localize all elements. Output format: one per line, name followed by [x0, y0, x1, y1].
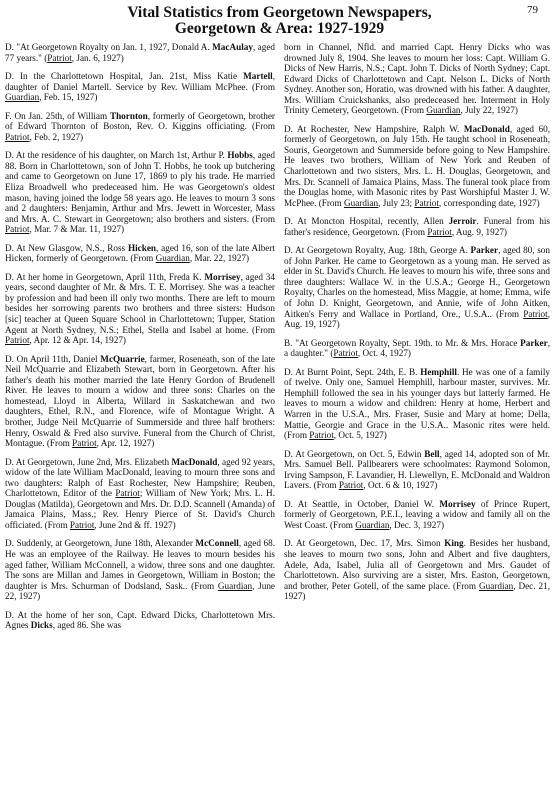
record-entry: [284, 124, 550, 208]
newspaper-title: Patriot: [69, 519, 95, 530]
surname: King: [444, 538, 464, 549]
surname: Martell: [243, 71, 273, 82]
newspaper-title: Patriot: [5, 131, 30, 142]
right-column: [284, 42, 550, 610]
newspaper-title: Patriot: [309, 430, 334, 441]
entry-text: D. At Georgetown, June 2nd, Mrs. Elizabeth: [5, 456, 172, 467]
surname: Hobbs: [227, 150, 253, 161]
entry-text: D. At Georgetown Royalty, Aug. 18th, George A.: [284, 245, 471, 256]
record-entry: [284, 216, 550, 237]
newspaper-title: Guardian: [217, 580, 253, 591]
newspaper-title: Patriot: [427, 226, 452, 237]
entry-text: born in Channel, Nfld. and married Capt. Henry Dicks who was drowned July 8, 1904. She leaves to mourn her loss: Capt. William G. Dicks of New Harris, N.S.; Capt. John T. Dicks of North Sydney; Capt. Edward Dicks of Charlottetown and Capt. Nelson L. Dicks of North Sydney. Another son, Horatio, was drowned with his father. A daughter, Mrs. William Cruickshanks, also predeceased her. Interment in Holy Trinity Cemetery, Georgetown. (From: [284, 42, 550, 116]
entry-text: , a daughter." (: [284, 337, 550, 359]
record-entry: [5, 610, 275, 631]
record-entry: [5, 243, 275, 264]
page-title-line-1: Vital Statistics from Georgetown Newspapers,: [127, 4, 432, 21]
record-entry: [5, 111, 275, 143]
record-entry: [284, 449, 550, 491]
entry-text: , July 23;: [378, 197, 415, 208]
record-entry: [284, 42, 550, 116]
newspaper-title: Patriot: [338, 480, 364, 491]
entry-text: D. At her home in Georgetown, April 11th, Freda K.: [5, 271, 205, 282]
record-entry: [284, 245, 550, 329]
surname: Hemphill: [420, 366, 457, 377]
surname: McQuarrie: [100, 353, 145, 364]
entry-text: , aged 34 years, second daughter of Mr. & Mrs. T. E. Morrisey. She was a teacher by profession and had been ill only two months. There are left to mourn besides her sorrowing parents two brothers and three sisters: Hudson [sic] teacher at Queen Square School in Charlottetown; Tupper, Station Agent at North Sydney, N.S.; Ethel, Stella and Isabel at home. (From: [5, 271, 275, 335]
entry-text: , formerly of Georgetown, brother of Edward Thornton of Boston, Rev. O. Kiggins officiating. (From: [5, 110, 275, 132]
surname: Bell: [424, 448, 440, 459]
surname: Parker: [520, 337, 548, 348]
entry-text: . He was one of a family of twelve. Only one, Samuel Hemphill, harbour master, survives. Mr. Hemphill followed the sea in his younger days but latterly farmed. He leaves to mourn a widow and children: Henry at home, Herbert and Warren in the U.S.A., Mrs. Fraser, Susie and Mary at home; Della, Mattie, Georgie and Grace in the U.S.A.. Masonic rites were held. (From: [284, 366, 550, 441]
entry-text: D. At Georgetown, Dec. 17, Mrs. Simon: [284, 538, 445, 549]
newspaper-title: Patriot: [414, 197, 439, 208]
entry-text: , corresponding date, 1927): [438, 197, 540, 208]
surname: MacDonald: [171, 456, 218, 467]
surname: Morrisey: [204, 271, 241, 282]
entry-text: B. "At Georgetown Royalty, Sept. 19th. to Mr. & Mrs. Horace: [284, 337, 521, 348]
entry-text: D. In the Charlottetown Hospital, Jan. 21st, Miss Katie: [5, 71, 244, 82]
record-entry: [5, 538, 275, 601]
newspaper-title: Patriot: [523, 308, 548, 319]
surname: Morrisey: [439, 498, 476, 509]
entry-text: F. On Jan. 25th, of William: [5, 110, 110, 121]
entry-text: , Jan. 6, 1927): [71, 52, 124, 63]
entry-text: D. At the home of her son, Capt. Edward Dicks, Charlottetown Mrs. Agnes: [5, 609, 275, 631]
record-entry: [284, 499, 550, 531]
entry-text: , Feb. 2, 1927): [29, 131, 84, 142]
entry-text: , aged 68. He was an employee of the Railway. He leaves to mourn besides his aged father, William McConnell, a widow, three sons and one daughter. The sons are Millan and James in Georgetown, William in Boston; the daughter is Mrs. Schurman of Dodsland, Sask.. (From: [5, 538, 275, 591]
newspaper-title: Guardian: [343, 197, 379, 208]
entry-text: D. On April 11th, Daniel: [5, 353, 101, 364]
newspaper-title: Patriot: [5, 224, 30, 235]
entry-text: D. Suddenly, at Georgetown, June 18th, Alexander: [5, 538, 196, 549]
entry-text: , Apr. 12, 1927): [96, 438, 155, 449]
entry-text: , Apr. 12 & Apr. 14, 1927): [29, 335, 126, 346]
surname: Hicken: [127, 242, 157, 253]
newspaper-title: Guardian: [155, 253, 190, 264]
record-entry: [5, 150, 275, 234]
entry-text: . Besides her husband, she leaves to mourn two sons, John and Albert and five daughters, Adele, Ada, Isabel, Julia all of Georgetown and Mrs. Gaudet of Charlottetown. Also surviving are a sister, Mrs. Easton, Georgetown, and brother, Peter Gotell, of the same place. (From: [284, 538, 551, 591]
entry-text: , Oct. 4, 1927): [357, 348, 411, 359]
surname: Jerroir: [448, 216, 477, 227]
surname: MacAulay: [212, 42, 253, 52]
surname: Thornton: [109, 110, 148, 121]
entry-text: . Funeral from his father's residence, Georgetown. (From: [284, 216, 550, 237]
entry-text: D. At Georgetown, on Oct. 5, Edwin: [284, 448, 425, 459]
newspaper-title: Guardian: [426, 105, 461, 116]
entry-text: , June 22, 1927): [5, 580, 275, 602]
entry-text: , aged 92 years, widow of the late William MacDonald, leaving to mourn three sons and two daughters: Ralph of East Rochester, New Hampshire; Reuben, Charlottetown, Editor of the: [5, 456, 275, 499]
entry-text: D. "At Georgetown Royalty on Jan. 1, 1927, Donald A.: [5, 42, 213, 52]
newspaper-title: Patriot: [47, 52, 72, 63]
newspaper-title: Patriot: [72, 438, 97, 449]
entry-text: , aged 60, formerly of Georgetown, on July 15th. He taught school in Roseneath, Souris, Georgetown and Summerside before going to New Hampshire. He leaves two brothers, William of New York and Reuben of Charlottetown and two sisters, Mrs. L. H. Douglas, Georgetown, and Mrs. Dr. Scannell of Jamaica Plains, Mass. The funeral took place from the Douglas home, with Masonic rites by Past Worshipful Master J. W. McPhee. (From: [284, 123, 551, 208]
entry-text: , daughter of Daniel Martell. Service by Rev. William McPhee. (From: [5, 71, 275, 92]
entry-text: , Feb. 15, 1927): [39, 92, 98, 103]
entry-text: D. At Seattle, in October, Daniel W.: [284, 498, 440, 509]
record-entry: [5, 272, 275, 346]
page-number: 79: [527, 4, 538, 16]
surname: McConnell: [195, 538, 239, 549]
entry-text: D. At Moncton Hospital, recently, Allen: [284, 216, 449, 227]
surname: MacDonald: [463, 123, 510, 134]
newspaper-title: Guardian: [479, 580, 514, 591]
entry-text: , June 2nd & ff. 1927): [94, 519, 176, 530]
entry-text: D. At New Glasgow, N.S., Ross: [5, 242, 128, 253]
entry-text: , aged 88. Born in Charlottetown, son of John T. Hobbs, he took up butchering and came to Georgetown on June 17, 1869 to ply his trade. He married Eliza Broadwell who predeceased him. He was Georgetown's oldest mason, having joined the lodge 58 years ago. He leaves to mourn 3 sons and 2 daughters: Benjamin, Arthur and Mrs. Jewett in Worcester, Mass and Mrs. A. C. Stewart in Georgetown; also brothers and sisters. (From: [5, 150, 275, 224]
entry-text: , Oct. 5, 1927): [333, 430, 387, 441]
entry-text: , aged 14, adopted son of Mr. Mrs. Samuel Bell. Pallbearers were schoolmates: Raymond Solomon, Irving Sampson, F. Lavandier, H. Llewellyn, E. McDonald and Waldron Lavers. (From: [284, 448, 550, 491]
record-entry: [5, 354, 275, 449]
newspaper-title: Patriot: [333, 348, 358, 359]
surname: Dicks: [30, 620, 53, 631]
entry-text: D. At the residence of his daughter, on March 1st, Arthur P.: [5, 150, 228, 161]
entry-text: , Aug. 19, 1927): [284, 308, 550, 330]
record-entry: [284, 367, 550, 441]
surname: Parker: [470, 245, 499, 256]
entry-text: , July 22, 1927): [460, 105, 518, 116]
entry-text: , Mar. 22, 1927): [189, 253, 250, 264]
entry-text: , aged 77 years." (: [5, 42, 275, 63]
entry-text: ; William of New York; Mrs. L. H. Douglas (Matilda), Georgetown and Mrs. Dr. D.D. Scannell (Amanda) of Jamaica Plains, Mass.; Rev. Henry Pierce of St. David's Church officiated. (From: [5, 488, 275, 530]
newspaper-title: Guardian: [5, 92, 40, 103]
entry-text: , aged 80, son of John Parker. He came to Georgetown as a young man. He served as elder in St. David's Church. He leaves to mourn his wife, three sons and three daughters: Wallace W. in the U.S.A.; George H., Georgetown Royalty, Charles on the homestead, Miss Maggie, at home; Emma, wife of John D. Knight, Georgetown, and Annie, wife of John Aitken, Aitken's Ferry and Wallace in Portland, Ore., U.S.A.. (From: [284, 245, 550, 319]
entry-text: D. At Rochester, New Hampshire, Ralph W.: [284, 123, 464, 134]
entry-text: of Prince Rupert, formerly of Georgetown, P.E.I., leaving a widow and family all on the West Coast. (From: [284, 498, 550, 530]
entry-text: D. At Burnt Point, Sept. 24th, E. B.: [284, 366, 421, 377]
record-entry: [284, 538, 550, 601]
page-title-line-2: Georgetown & Area: 1927-1929: [174, 20, 385, 37]
record-entry: [5, 71, 275, 103]
newspaper-title: Guardian: [355, 519, 390, 530]
entry-text: , Mar. 7 & Mar. 11, 1927): [29, 224, 125, 235]
newspaper-title: Patriot: [5, 335, 30, 346]
entry-text: , aged 16, son of the late Albert Hicken, formerly of Georgetown. (From: [5, 242, 275, 264]
record-entry: [5, 42, 275, 63]
entry-text: , Dec. 21, 1927): [284, 580, 550, 602]
entry-text: , Aug. 9, 1927): [451, 226, 507, 237]
record-entry: [284, 338, 550, 359]
newspaper-title: Patriot: [115, 488, 140, 499]
entry-text: , aged 86. She was: [52, 620, 122, 631]
left-column: [5, 42, 275, 639]
entry-text: , farmer, Roseneath, son of the late Neil McQuarrie and Elizabeth Stewart, born in Georgetown. After his father's death his mother married the late Henry Gordon of Brudenell River. He leaves to mourn a widow and three sons: Charles on the homestead, Lloyd in Alberta, Willard in Saskatchewan and two daughters, Ethel, R.N., and Florence, wife of Montague Wright. A brother, Judge Neil McQuarrie of Summerside and three half brothers: Henry, Oswald & Fred also survive. Funeral from the Church of Christ, Montague. (From: [5, 353, 275, 449]
record-entry: [5, 457, 275, 531]
entry-text: , Oct. 6 & 10, 1927): [363, 480, 438, 491]
entry-text: , Dec. 3, 1927): [389, 519, 445, 530]
